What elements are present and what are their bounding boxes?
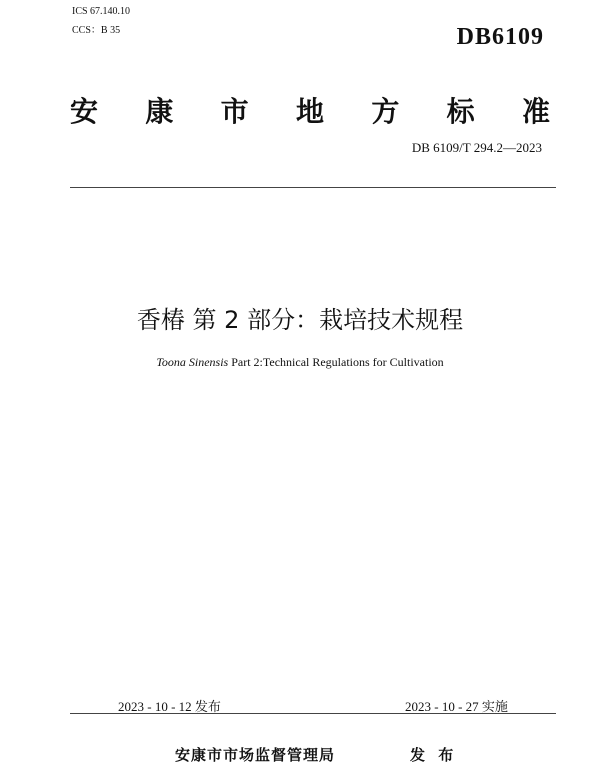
implementation-date: 2023 - 10 - 27 实施 (405, 699, 508, 714)
title-char: 安 (70, 95, 99, 128)
title-char: 标 (446, 95, 475, 128)
document-title-cn: 香椿 第 2 部分：栽培技术规程 (136, 306, 464, 334)
standard-number: DB 6109/T 294.2—2023 (411, 140, 542, 155)
title-en-rest: Part 2:Technical Regulations for Cultivation (228, 355, 444, 369)
issue-date: 2023 - 10 - 12 发布 (118, 699, 221, 714)
title-char: 康 (145, 95, 174, 128)
standard-type-title (70, 90, 550, 130)
publish-label: 发 布 (410, 746, 458, 764)
ccs-code: CCS：B 35 (72, 25, 121, 36)
title-char: 市 (220, 95, 249, 128)
ics-code: ICS 67.140.10 (72, 6, 131, 17)
title-en-latin-name: Toona Sinensis (156, 355, 229, 369)
title-char: 方 (371, 95, 400, 128)
title-char: 地 (295, 95, 324, 128)
standard-code-header: DB6109 (456, 24, 544, 50)
title-char: 准 (521, 95, 550, 128)
bottom-divider (70, 713, 556, 714)
document-title-en (0, 355, 600, 370)
publisher-name: 安康市市场监督管理局 (175, 746, 336, 764)
top-divider (70, 187, 556, 188)
